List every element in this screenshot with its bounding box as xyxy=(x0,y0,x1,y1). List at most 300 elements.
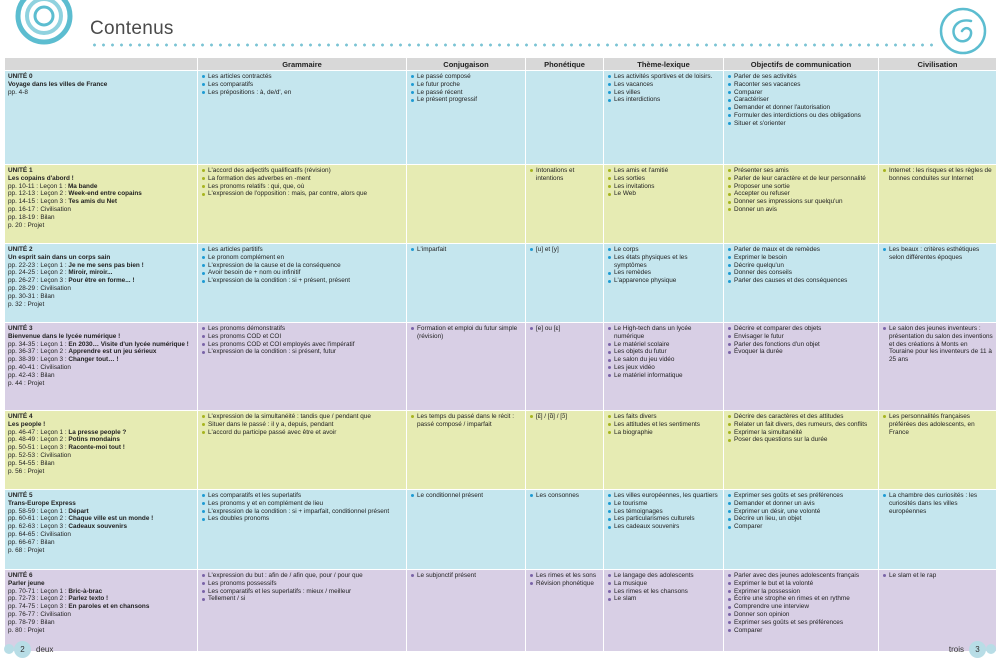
cell-grammaire xyxy=(198,244,407,323)
bullet-list xyxy=(201,167,403,198)
unit-lesson-line xyxy=(8,619,194,627)
list-item: Les pronoms possessifs xyxy=(201,580,403,588)
bullet-list xyxy=(727,73,875,128)
unit-lesson-line xyxy=(8,508,194,516)
list-item: Présenter ses amis xyxy=(727,167,875,175)
list-item: Comparer xyxy=(727,627,875,635)
cell-grammaire xyxy=(198,490,407,570)
list-item: Le salon du jeu vidéo xyxy=(607,356,720,364)
cell-civilisation xyxy=(879,490,997,570)
unit-lesson-line xyxy=(8,262,194,270)
list-item: Les personnalités françaises préférées des adolescents, en France xyxy=(882,413,993,436)
unit-title: UNITÉ 4 xyxy=(8,413,33,420)
list-item: Poser des questions sur la durée xyxy=(727,436,875,444)
bullet-list xyxy=(529,167,600,183)
page-dot xyxy=(4,644,14,654)
list-item: Exprimer la possession xyxy=(727,588,875,596)
bullet-list xyxy=(410,246,522,254)
cell-conjugaison xyxy=(407,490,526,570)
list-item: Les doubles pronoms xyxy=(201,515,403,523)
bullet-list xyxy=(607,572,720,603)
list-item: Les comparatifs et les superlatifs : mieux / meilleur xyxy=(201,588,403,596)
list-item: Écrire une strophe en rimes et en rythme xyxy=(727,595,875,603)
list-item: Le présent progressif xyxy=(410,96,522,104)
lesson-pages: pp. 78-79 : Bilan xyxy=(8,618,55,626)
unit-lesson-line xyxy=(8,468,194,476)
header-theme-lexique: Thème-lexique xyxy=(604,58,724,71)
bullet-list xyxy=(410,413,522,429)
contents-table xyxy=(4,57,997,652)
unit-lesson-line xyxy=(8,611,194,619)
bullet-list xyxy=(410,73,522,104)
bullet-list xyxy=(882,325,993,364)
bullet-list xyxy=(201,492,403,523)
unit-cell xyxy=(5,244,198,323)
list-item: Le futur proche xyxy=(410,81,522,89)
list-item: Décrire des caractères et des attitudes xyxy=(727,413,875,421)
lesson-pages: pp. 50-51 : Leçon 3 : xyxy=(8,444,69,452)
lesson-title: Pour être en forme... ! xyxy=(68,277,135,285)
bullet-list xyxy=(410,492,522,500)
cell-conjugaison xyxy=(407,570,526,652)
header-phonetique: Phonétique xyxy=(526,58,604,71)
bullet-list xyxy=(607,492,720,531)
unit-cell xyxy=(5,490,198,570)
unit-lesson-line xyxy=(8,444,194,452)
unit-name: Trans-Europe Express xyxy=(8,499,76,507)
unit-lesson-line xyxy=(8,214,194,222)
lesson-title: Changer tout… ! xyxy=(68,356,119,364)
lesson-pages: pp. 14-15 : Leçon 3 : xyxy=(8,198,69,206)
cell-civilisation xyxy=(879,323,997,411)
list-item: L'expression du but : afin de / afin que, pour / pour que xyxy=(201,572,403,580)
list-item: Intonations et intentions xyxy=(529,167,600,183)
cell-civilisation xyxy=(879,244,997,323)
cell-objectifs xyxy=(724,244,879,323)
unit-lesson-line xyxy=(8,198,194,206)
unit-name: Voyage dans les villes de France xyxy=(8,80,108,88)
list-item: Les villes européennes, les quartiers xyxy=(607,492,720,500)
list-item: Les états physiques et les symptômes xyxy=(607,254,720,270)
bullet-list xyxy=(727,246,875,285)
unit-cell xyxy=(5,165,198,244)
swirl-logo-icon xyxy=(938,6,988,56)
bullet-list xyxy=(727,492,875,531)
list-item: Formation et emploi du futur simple (révision) xyxy=(410,325,522,341)
unit-title: UNITÉ 5 xyxy=(8,492,33,499)
list-item: Comparer xyxy=(727,89,875,97)
bullet-list xyxy=(607,167,720,198)
list-item: Parler des causes et des conséquences xyxy=(727,277,875,285)
lesson-title: Cadeaux souvenirs xyxy=(68,523,128,531)
list-item: Donner son opinion xyxy=(727,611,875,619)
cell-conjugaison xyxy=(407,165,526,244)
lesson-pages: pp. 76-77 : Civilisation xyxy=(8,611,71,619)
list-item: Évoquer la durée xyxy=(727,348,875,356)
list-item: [ɛ̃] / [ɑ̃] / [ɔ̃] xyxy=(529,413,600,421)
bullet-list xyxy=(410,572,522,580)
cell-conjugaison xyxy=(407,71,526,165)
list-item: Les temps du passé dans le récit : passé composé / imparfait xyxy=(410,413,522,429)
unit-name: Les copains d'abord ! xyxy=(8,174,74,182)
list-item: Donner des conseils xyxy=(727,269,875,277)
bullet-list xyxy=(201,572,403,603)
list-item: Les beaux : critères esthétiques selon différentes époques xyxy=(882,246,993,262)
lesson-title: Je ne me sens pas bien ! xyxy=(68,261,144,269)
cell-conjugaison xyxy=(407,411,526,490)
lesson-pages: p. 20 : Projet xyxy=(8,221,45,229)
list-item: Les pronoms démonstratifs xyxy=(201,325,403,333)
unit-row xyxy=(5,323,997,411)
cell-theme-lexique xyxy=(604,71,724,165)
unit-lesson-line xyxy=(8,356,194,364)
lesson-title: En 2030… Visite d'un lycée numérique ! xyxy=(68,340,189,348)
lesson-title: La presse people ? xyxy=(68,428,127,436)
unit-lesson-line xyxy=(8,293,194,301)
list-item: Le langage des adolescents xyxy=(607,572,720,580)
unit-lesson-line xyxy=(8,222,194,230)
list-item: Exprimer ses goûts et ses préférences xyxy=(727,492,875,500)
cell-theme-lexique xyxy=(604,323,724,411)
list-item: L'imparfait xyxy=(410,246,522,254)
cell-phonetique xyxy=(526,165,604,244)
cell-conjugaison xyxy=(407,244,526,323)
cell-objectifs xyxy=(724,411,879,490)
list-item: L'expression de la condition : si + présent, présent xyxy=(201,277,403,285)
list-item: Les villes xyxy=(607,89,720,97)
page-number-left: 2 xyxy=(14,641,31,658)
unit-row xyxy=(5,165,997,244)
lesson-pages: pp. 66-67 : Bilan xyxy=(8,538,55,546)
unit-lesson-line xyxy=(8,436,194,444)
page-word-right: trois xyxy=(948,644,964,654)
list-item: Parler avec des jeunes adolescents français xyxy=(727,572,875,580)
header-objectifs: Objectifs de communication xyxy=(724,58,879,71)
list-item: Les articles partitifs xyxy=(201,246,403,254)
bullet-list xyxy=(727,572,875,635)
cell-phonetique xyxy=(526,323,604,411)
list-item: Les invitations xyxy=(607,183,720,191)
cell-grammaire xyxy=(198,165,407,244)
bullet-list xyxy=(201,73,403,96)
list-item: Situer et s'orienter xyxy=(727,120,875,128)
list-item: L'expression de la simultanéité : tandis que / pendant que xyxy=(201,413,403,421)
list-item: Les pronoms COD et COI xyxy=(201,333,403,341)
cell-theme-lexique xyxy=(604,244,724,323)
lesson-pages: pp. 28-29 : Civilisation xyxy=(8,285,71,293)
bullet-list xyxy=(882,167,993,183)
list-item: Les attitudes et les sentiments xyxy=(607,421,720,429)
bullet-list xyxy=(727,325,875,356)
lesson-pages: pp. 16-17 : Civilisation xyxy=(8,206,71,214)
unit-lesson-line xyxy=(8,523,194,531)
list-item: Les faits divers xyxy=(607,413,720,421)
list-item: La formation des adverbes en -ment xyxy=(201,175,403,183)
cell-civilisation xyxy=(879,165,997,244)
spiral-logo-icon xyxy=(14,0,74,46)
lesson-pages: pp. 72-73 : Leçon 2 : xyxy=(8,595,69,603)
list-item: Le slam et le rap xyxy=(882,572,993,580)
lesson-title: Potins mondains xyxy=(68,436,120,444)
list-item: [u] et [y] xyxy=(529,246,600,254)
lesson-pages: pp. 60-61 : Leçon 2 : xyxy=(8,515,69,523)
cell-objectifs xyxy=(724,71,879,165)
unit-lesson-line xyxy=(8,183,194,191)
unit-lesson-line xyxy=(8,588,194,596)
unit-title: UNITÉ 0 xyxy=(8,73,33,80)
list-item: Les sorties xyxy=(607,175,720,183)
cell-grammaire xyxy=(198,570,407,652)
list-item: Les jeux vidéo xyxy=(607,364,720,372)
list-item: Exprimer la simultanéité xyxy=(727,429,875,437)
list-item: Le passé composé xyxy=(410,73,522,81)
unit-lesson-line xyxy=(8,372,194,380)
lesson-pages: pp. 18-19 : Bilan xyxy=(8,213,55,221)
unit-lesson-line xyxy=(8,89,194,97)
lesson-pages: pp. 58-59 : Leçon 1 : xyxy=(8,507,69,515)
list-item: Les remèdes xyxy=(607,269,720,277)
list-item: Envisager le futur xyxy=(727,333,875,341)
bullet-list xyxy=(201,325,403,356)
unit-row xyxy=(5,570,997,652)
list-item: Le subjonctif présent xyxy=(410,572,522,580)
bullet-list xyxy=(529,572,600,588)
lesson-title: Chaque ville est un monde ! xyxy=(68,515,154,523)
lesson-pages: pp. 48-49 : Leçon 2 : xyxy=(8,436,69,444)
table-header-row xyxy=(5,58,997,71)
bullet-list xyxy=(529,246,600,254)
footer-right xyxy=(944,640,996,658)
list-item: La chambre des curiosités : les curiosités dans les villes européennes xyxy=(882,492,993,515)
page-dot xyxy=(986,644,996,654)
lesson-pages: pp. 22-23 : Leçon 1 : xyxy=(8,261,69,269)
list-item: Les rimes et les chansons xyxy=(607,588,720,596)
cell-grammaire xyxy=(198,323,407,411)
cell-grammaire xyxy=(198,411,407,490)
list-item: Avoir besoin de + nom ou infinitif xyxy=(201,269,403,277)
dotted-divider xyxy=(90,43,935,47)
unit-lesson-line xyxy=(8,190,194,198)
list-item: Le slam xyxy=(607,595,720,603)
list-item: Demander et donner l'autorisation xyxy=(727,104,875,112)
cell-phonetique xyxy=(526,244,604,323)
list-item: L'expression de la cause et de la conséquence xyxy=(201,262,403,270)
lesson-pages: pp. 42-43 : Bilan xyxy=(8,371,55,379)
unit-title: UNITÉ 3 xyxy=(8,325,33,332)
list-item: Décrire un lieu, un objet xyxy=(727,515,875,523)
bullet-list xyxy=(607,413,720,436)
unit-lesson-line xyxy=(8,364,194,372)
list-item: Le pronom complément en xyxy=(201,254,403,262)
list-item: Le tourisme xyxy=(607,500,720,508)
bullet-list xyxy=(882,246,993,262)
list-item: Le passé récent xyxy=(410,89,522,97)
cell-phonetique xyxy=(526,411,604,490)
cell-objectifs xyxy=(724,490,879,570)
lesson-pages: p. 56 : Projet xyxy=(8,467,45,475)
list-item: Les pronoms COD et COI employés avec l'impératif xyxy=(201,341,403,349)
list-item: Les activités sportives et de loisirs. xyxy=(607,73,720,81)
unit-lesson-line xyxy=(8,515,194,523)
cell-objectifs xyxy=(724,165,879,244)
list-item: Les comparatifs et les superlatifs xyxy=(201,492,403,500)
lesson-pages: pp. 4-8 xyxy=(8,88,28,96)
lesson-title: Départ xyxy=(68,507,89,515)
unit-name: Parler jeune xyxy=(8,579,45,587)
list-item: Les pronoms relatifs : qui, que, où xyxy=(201,183,403,191)
list-item: Les prépositions : à, de/d', en xyxy=(201,89,403,97)
lesson-pages: pp. 12-13 : Leçon 2 : xyxy=(8,190,69,198)
list-item: Internet : les risques et les règles de bonnes conduites sur Internet xyxy=(882,167,993,183)
cell-objectifs xyxy=(724,570,879,652)
list-item: Le conditionnel présent xyxy=(410,492,522,500)
bullet-list xyxy=(727,167,875,214)
unit-row xyxy=(5,411,997,490)
list-item: La musique xyxy=(607,580,720,588)
unit-title: UNITÉ 6 xyxy=(8,572,33,579)
bullet-list xyxy=(607,246,720,285)
bullet-list xyxy=(882,492,993,515)
header-conjugaison: Conjugaison xyxy=(407,58,526,71)
list-item: [e] ou [ɛ] xyxy=(529,325,600,333)
unit-lesson-line xyxy=(8,285,194,293)
list-item: Le corps xyxy=(607,246,720,254)
lesson-title: En paroles et en chansons xyxy=(68,603,150,611)
list-item: Situer dans le passé : il y a, depuis, pendant xyxy=(201,421,403,429)
unit-lesson-line xyxy=(8,348,194,356)
unit-lesson-line xyxy=(8,603,194,611)
unit-lesson-line xyxy=(8,539,194,547)
lesson-title: Apprendre est un jeu sérieux xyxy=(68,348,157,356)
cell-phonetique xyxy=(526,570,604,652)
list-item: Le High-tech dans un lycée numérique xyxy=(607,325,720,341)
lesson-pages: pp. 46-47 : Leçon 1 : xyxy=(8,428,69,436)
list-item: Exprimer le but et la volonté xyxy=(727,580,875,588)
unit-row xyxy=(5,71,997,165)
unit-title: UNITÉ 2 xyxy=(8,246,33,253)
unit-row xyxy=(5,490,997,570)
cell-civilisation xyxy=(879,411,997,490)
cell-theme-lexique xyxy=(604,411,724,490)
page-number-right: 3 xyxy=(969,641,986,658)
unit-lesson-line xyxy=(8,301,194,309)
list-item: Tellement / si xyxy=(201,595,403,603)
cell-objectifs xyxy=(724,323,879,411)
unit-lesson-line xyxy=(8,460,194,468)
unit-lesson-line xyxy=(8,277,194,285)
lesson-pages: p. 68 : Projet xyxy=(8,546,45,554)
list-item: Caractériser xyxy=(727,96,875,104)
unit-lesson-line xyxy=(8,206,194,214)
list-item: Les vacances xyxy=(607,81,720,89)
unit-cell xyxy=(5,71,198,165)
cell-theme-lexique xyxy=(604,165,724,244)
list-item: Les amis et l'amitié xyxy=(607,167,720,175)
unit-cell xyxy=(5,323,198,411)
bullet-list xyxy=(882,572,993,580)
page-word-left: deux xyxy=(36,644,54,654)
lesson-pages: pp. 52-53 : Civilisation xyxy=(8,452,71,460)
list-item: L'apparence physique xyxy=(607,277,720,285)
lesson-pages: pp. 64-65 : Civilisation xyxy=(8,531,71,539)
unit-row xyxy=(5,244,997,323)
bullet-list xyxy=(201,246,403,285)
list-item: L'accord du participe passé avec être et avoir xyxy=(201,429,403,437)
lesson-title: Bric-à-brac xyxy=(68,587,103,595)
cell-theme-lexique xyxy=(604,490,724,570)
lesson-title: Miroir, miroir... xyxy=(68,269,113,277)
unit-lesson-line xyxy=(8,429,194,437)
bullet-list xyxy=(607,325,720,380)
cell-grammaire xyxy=(198,71,407,165)
list-item: L'expression de la condition : si présent, futur xyxy=(201,348,403,356)
lesson-pages: pp. 40-41 : Civilisation xyxy=(8,364,71,372)
list-item: Comprendre une interview xyxy=(727,603,875,611)
unit-cell xyxy=(5,411,198,490)
lesson-pages: pp. 34-35 : Leçon 1 : xyxy=(8,340,69,348)
list-item: Formuler des interdictions ou des obligations xyxy=(727,112,875,120)
list-item: La biographie xyxy=(607,429,720,437)
bullet-list xyxy=(529,492,600,500)
list-item: Relater un fait divers, des rumeurs, des conflits xyxy=(727,421,875,429)
lesson-pages: pp. 24-25 : Leçon 2 : xyxy=(8,269,69,277)
list-item: Donner un avis xyxy=(727,206,875,214)
lesson-pages: pp. 30-31 : Bilan xyxy=(8,292,55,300)
cell-theme-lexique xyxy=(604,570,724,652)
list-item: Les pronoms y et en complément de lieu xyxy=(201,500,403,508)
unit-lesson-line xyxy=(8,380,194,388)
list-item: Parler de maux et de remèdes xyxy=(727,246,875,254)
cell-civilisation xyxy=(879,71,997,165)
lesson-pages: pp. 74-75 : Leçon 3 : xyxy=(8,603,69,611)
unit-title: UNITÉ 1 xyxy=(8,167,33,174)
lesson-title: Raconte-moi tout ! xyxy=(68,444,125,452)
unit-lesson-line xyxy=(8,341,194,349)
list-item: Les interdictions xyxy=(607,96,720,104)
lesson-pages: p. 44 : Projet xyxy=(8,379,45,387)
list-item: Parler de ses activités xyxy=(727,73,875,81)
lesson-title: Tes amis du Net xyxy=(68,198,117,206)
header-civilisation: Civilisation xyxy=(879,58,997,71)
unit-lesson-line xyxy=(8,452,194,460)
lesson-pages: pp. 10-11 : Leçon 1 : xyxy=(8,182,68,190)
lesson-title: Ma bande xyxy=(67,182,98,190)
list-item: Les particularismes culturels xyxy=(607,515,720,523)
lesson-pages: p. 32 : Projet xyxy=(8,300,45,308)
lesson-pages: pp. 62-63 : Leçon 3 : xyxy=(8,523,69,531)
list-item: Décrire quelqu'un xyxy=(727,262,875,270)
bullet-list xyxy=(882,413,993,436)
bullet-list xyxy=(607,73,720,104)
list-item: Le salon des jeunes inventeurs : présentation du salon des inventions et des créations à Monts en Touraine pour les inventeurs de 11 à 25 ans xyxy=(882,325,993,364)
list-item: Proposer une sortie xyxy=(727,183,875,191)
lesson-pages: pp. 70-71 : Leçon 1 : xyxy=(8,587,69,595)
lesson-title: Week-end entre copains xyxy=(68,190,142,198)
list-item: Donner ses impressions sur quelqu'un xyxy=(727,198,875,206)
bullet-list xyxy=(529,325,600,333)
lesson-pages: pp. 26-27 : Leçon 3 : xyxy=(8,277,69,285)
lesson-pages: pp. 54-55 : Bilan xyxy=(8,459,55,467)
footer-left xyxy=(4,640,58,658)
list-item: Les témoignages xyxy=(607,508,720,516)
list-item: Révision phonétique xyxy=(529,580,600,588)
cell-phonetique xyxy=(526,490,604,570)
list-item: Demander et donner un avis xyxy=(727,500,875,508)
list-item: L'accord des adjectifs qualificatifs (révision) xyxy=(201,167,403,175)
page-title: Contenus xyxy=(90,18,174,39)
bullet-list xyxy=(727,413,875,444)
list-item: Les cadeaux souvenirs xyxy=(607,523,720,531)
